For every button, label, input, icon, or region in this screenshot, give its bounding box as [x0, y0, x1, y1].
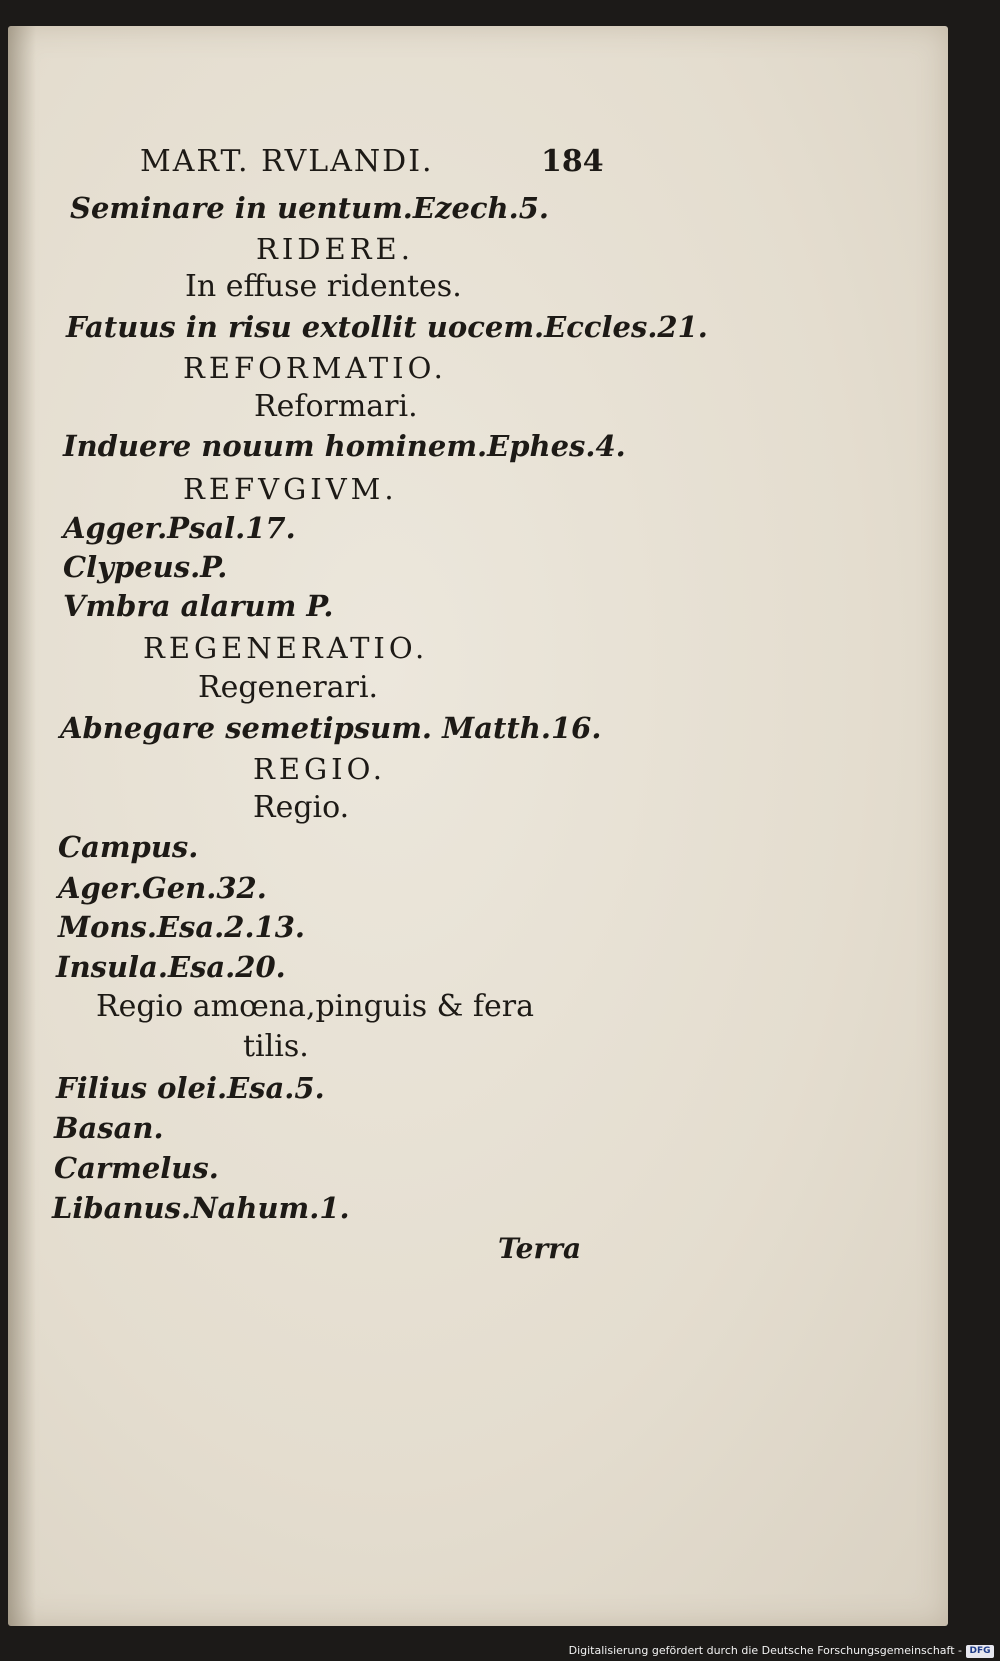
- entry-line: Clypeus.P.: [63, 550, 228, 584]
- entry-line: Campus.: [58, 830, 199, 864]
- entry-line: Insula.Esa.20.: [56, 950, 286, 984]
- entry-line: Ager.Gen.32.: [58, 871, 267, 905]
- entry-line: Filius olei.Esa.5.: [56, 1071, 325, 1105]
- entry-line: Agger.Psal.17.: [63, 511, 296, 545]
- section-heading: REFORMATIO.: [183, 351, 447, 385]
- section-heading: REFVGIVM.: [183, 472, 398, 506]
- entry-line: Mons.Esa.2.13.: [58, 910, 305, 944]
- entry-line: Vmbra alarum P.: [63, 589, 334, 623]
- entry-line: Induere nouum hominem.Ephes.4.: [63, 429, 626, 463]
- catchword: Terra: [498, 1232, 582, 1265]
- dfg-logo: DFG: [966, 1645, 994, 1658]
- section-heading: REGENERATIO.: [143, 631, 429, 665]
- entry-line: Seminare in uentum.Ezech.5.: [70, 191, 550, 225]
- entry-line: Abnegare semetipsum. Matth.16.: [60, 711, 602, 745]
- book-page: [8, 26, 948, 1626]
- section-heading: REGIO.: [253, 752, 386, 786]
- running-head: MART. RVLANDI.: [140, 144, 434, 179]
- subheading: Regio.: [253, 790, 350, 825]
- subheading: Regio amœna,pinguis & fera: [96, 989, 534, 1024]
- entry-line: Libanus.Nahum.1.: [52, 1191, 350, 1225]
- entry-line: Fatuus in risu extollit uocem.Eccles.21.: [66, 310, 708, 344]
- subheading: Reformari.: [254, 389, 418, 424]
- subheading-continuation: tilis.: [243, 1029, 309, 1064]
- subheading: Regenerari.: [198, 670, 379, 705]
- binding-shadow: [8, 26, 36, 1626]
- entry-line: Basan.: [54, 1111, 164, 1145]
- entry-line: Carmelus.: [54, 1151, 219, 1185]
- section-heading: RIDERE.: [256, 232, 414, 266]
- page-number: 184: [541, 144, 604, 179]
- digitization-credit: Digitalisierung gefördert durch die Deutsche Forschungsgemeinschaft -: [568, 1644, 962, 1657]
- subheading: In effuse ridentes.: [185, 269, 462, 304]
